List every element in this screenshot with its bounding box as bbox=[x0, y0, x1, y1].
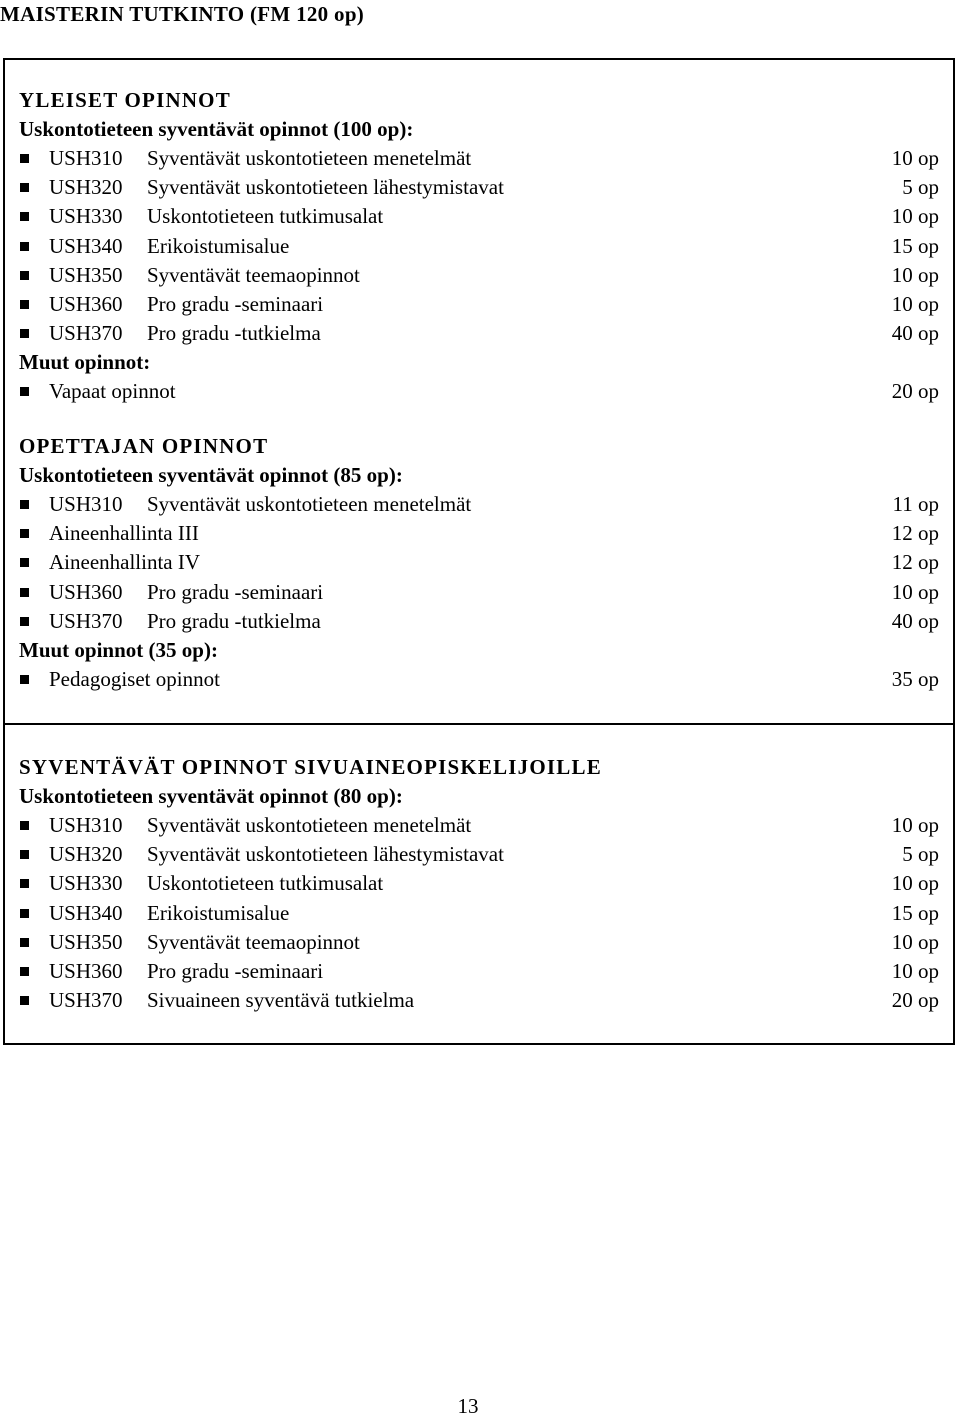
course-name: Syventävät uskontotieteen lähestymistavat bbox=[147, 842, 504, 867]
section-subheading: Uskontotieteen syventävät opinnot (80 op): bbox=[19, 784, 403, 809]
course-name: Aineenhallinta III bbox=[49, 521, 199, 546]
course-credits: 12 op bbox=[891, 521, 939, 546]
list-item bbox=[19, 377, 939, 406]
course-name: Pro gradu -seminaari bbox=[147, 291, 324, 316]
square-bullet-icon bbox=[20, 967, 29, 976]
square-bullet-icon bbox=[20, 588, 29, 597]
section-heading: SYVENTÄVÄT OPINNOT SIVUAINEOPISKELIJOILLE bbox=[19, 755, 602, 779]
course-name: Pro gradu -seminaari bbox=[147, 958, 324, 983]
list-item bbox=[19, 986, 939, 1015]
square-bullet-icon bbox=[20, 996, 29, 1005]
section-heading: YLEISET OPINNOT bbox=[19, 88, 231, 112]
square-bullet-icon bbox=[20, 300, 29, 309]
course-code: USH310 bbox=[49, 813, 123, 838]
course-code: USH350 bbox=[49, 262, 123, 287]
list-item bbox=[19, 811, 939, 840]
course-code: USH310 bbox=[49, 492, 123, 517]
square-bullet-icon bbox=[20, 558, 29, 567]
minor-studies-box bbox=[3, 723, 955, 1045]
course-code: USH370 bbox=[49, 608, 123, 633]
square-bullet-icon bbox=[20, 879, 29, 888]
list-item bbox=[19, 290, 939, 319]
course-credits: 15 op bbox=[891, 233, 939, 258]
course-name: Syventävät teemaopinnot bbox=[147, 929, 360, 954]
course-credits: 12 op bbox=[891, 550, 939, 575]
course-name: Aineenhallinta IV bbox=[49, 550, 201, 575]
course-code: USH370 bbox=[49, 987, 123, 1012]
course-credits: 5 op bbox=[902, 842, 939, 867]
course-name: Syventävät teemaopinnot bbox=[147, 262, 360, 287]
section-heading: OPETTAJAN OPINNOT bbox=[19, 434, 269, 458]
course-name: Sivuaineen syventävä tutkielma bbox=[147, 987, 415, 1012]
list-item bbox=[19, 319, 939, 348]
square-bullet-icon bbox=[20, 271, 29, 280]
course-name: Uskontotieteen tutkimusalat bbox=[147, 871, 384, 896]
degree-box bbox=[3, 58, 955, 725]
page-title: MAISTERIN TUTKINTO (FM 120 op) bbox=[0, 2, 365, 26]
list-item bbox=[19, 490, 939, 519]
course-name: Pro gradu -tutkielma bbox=[147, 608, 321, 633]
list-item bbox=[19, 232, 939, 261]
square-bullet-icon bbox=[20, 850, 29, 859]
course-code: USH350 bbox=[49, 929, 123, 954]
course-code: USH370 bbox=[49, 320, 123, 345]
list-item bbox=[19, 261, 939, 290]
square-bullet-icon bbox=[20, 387, 29, 396]
course-credits: 20 op bbox=[891, 987, 939, 1012]
list-item bbox=[19, 957, 939, 986]
list-item bbox=[19, 578, 939, 607]
course-name: Syventävät uskontotieteen menetelmät bbox=[147, 146, 472, 171]
course-credits: 10 op bbox=[891, 291, 939, 316]
square-bullet-icon bbox=[20, 675, 29, 684]
list-item bbox=[19, 928, 939, 957]
list-item bbox=[19, 840, 939, 869]
course-credits: 10 op bbox=[891, 579, 939, 604]
course-credits: 40 op bbox=[891, 608, 939, 633]
course-name: Uskontotieteen tutkimusalat bbox=[147, 204, 384, 229]
list-item bbox=[19, 665, 939, 694]
list-item bbox=[19, 899, 939, 928]
course-credits: 10 op bbox=[891, 813, 939, 838]
course-credits: 11 op bbox=[892, 492, 939, 517]
course-credits: 10 op bbox=[891, 929, 939, 954]
course-name: Syventävät uskontotieteen menetelmät bbox=[147, 813, 472, 838]
course-name: Erikoistumisalue bbox=[147, 233, 290, 258]
course-name: Erikoistumisalue bbox=[147, 900, 290, 925]
course-code: USH310 bbox=[49, 146, 123, 171]
list-item bbox=[19, 202, 939, 231]
course-code: USH330 bbox=[49, 871, 123, 896]
course-credits: 10 op bbox=[891, 262, 939, 287]
course-credits: 35 op bbox=[891, 666, 939, 691]
course-name: Syventävät uskontotieteen menetelmät bbox=[147, 492, 472, 517]
square-bullet-icon bbox=[20, 909, 29, 918]
section-subheading: Muut opinnot: bbox=[19, 349, 151, 374]
course-credits: 40 op bbox=[891, 320, 939, 345]
course-name: Pro gradu -tutkielma bbox=[147, 320, 321, 345]
course-credits: 15 op bbox=[891, 900, 939, 925]
course-code: USH340 bbox=[49, 233, 123, 258]
list-item bbox=[19, 519, 939, 548]
course-name: Syventävät uskontotieteen lähestymistavat bbox=[147, 175, 504, 200]
square-bullet-icon bbox=[20, 821, 29, 830]
square-bullet-icon bbox=[20, 329, 29, 338]
course-code: USH320 bbox=[49, 175, 123, 200]
course-credits: 10 op bbox=[891, 871, 939, 896]
course-code: USH360 bbox=[49, 958, 123, 983]
list-item bbox=[19, 607, 939, 636]
course-code: USH320 bbox=[49, 842, 123, 867]
square-bullet-icon bbox=[20, 617, 29, 626]
list-item bbox=[19, 548, 939, 577]
square-bullet-icon bbox=[20, 154, 29, 163]
square-bullet-icon bbox=[20, 500, 29, 509]
course-credits: 10 op bbox=[891, 958, 939, 983]
page-number: 13 bbox=[457, 1394, 479, 1418]
course-code: USH360 bbox=[49, 291, 123, 316]
section-subheading: Uskontotieteen syventävät opinnot (85 op): bbox=[19, 463, 403, 488]
course-credits: 5 op bbox=[902, 175, 939, 200]
square-bullet-icon bbox=[20, 529, 29, 538]
list-item bbox=[19, 869, 939, 898]
course-credits: 20 op bbox=[891, 379, 939, 403]
square-bullet-icon bbox=[20, 242, 29, 251]
course-credits: 10 op bbox=[891, 146, 939, 171]
course-code: USH330 bbox=[49, 204, 123, 229]
square-bullet-icon bbox=[20, 212, 29, 221]
course-credits: 10 op bbox=[891, 204, 939, 229]
list-item bbox=[19, 173, 939, 202]
course-code: USH340 bbox=[49, 900, 123, 925]
square-bullet-icon bbox=[20, 938, 29, 947]
course-name: Vapaat opinnot bbox=[49, 379, 176, 403]
course-code: USH360 bbox=[49, 579, 123, 604]
section-subheading: Muut opinnot (35 op): bbox=[19, 637, 218, 662]
list-item bbox=[19, 144, 939, 173]
square-bullet-icon bbox=[20, 183, 29, 192]
course-name: Pro gradu -seminaari bbox=[147, 579, 324, 604]
course-name: Pedagogiset opinnot bbox=[49, 666, 220, 691]
section-subheading: Uskontotieteen syventävät opinnot (100 op): bbox=[19, 117, 414, 142]
